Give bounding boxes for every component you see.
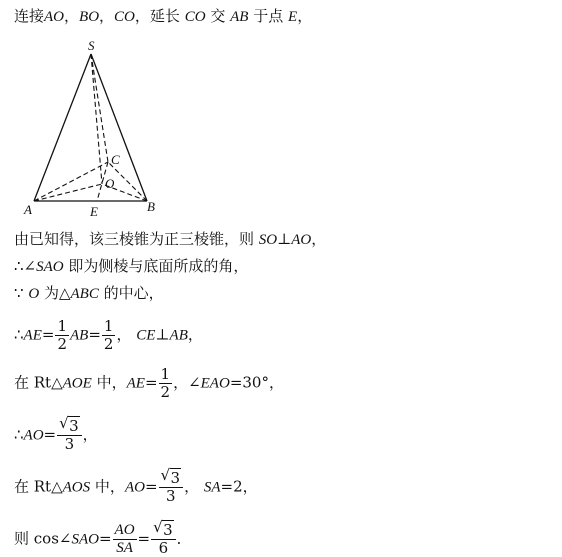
comma: ， (116, 325, 132, 344)
comma: ， (99, 7, 115, 25)
segment-ao: AO (124, 479, 145, 496)
segment-ae: AE (23, 327, 42, 344)
label-c: C (111, 152, 120, 167)
angle-value: =30°， (229, 373, 284, 392)
text: 于点 (253, 7, 284, 25)
angle-eao: EAO (200, 375, 230, 392)
equals: = (41, 325, 55, 344)
segment-ae: AE (126, 375, 145, 392)
angle-line (14, 256, 248, 277)
segment-ao: AO (44, 9, 65, 25)
center-line (14, 283, 164, 304)
equals: = (43, 425, 57, 444)
perp-symbol: ⊥ (155, 325, 170, 344)
sa-value: =2， (220, 477, 258, 496)
text: 在 Rt△ (14, 373, 63, 392)
segment-ce: CE (136, 327, 156, 344)
ao-value-line (14, 414, 98, 453)
label-s: S (88, 38, 95, 53)
ae-line (14, 318, 203, 353)
text: 连接 (14, 7, 45, 25)
triangle-aoe: AOE (62, 375, 92, 392)
triangle-abc: ABC (70, 286, 99, 302)
pyramid-figure (20, 36, 170, 221)
sqrt-symbol: √ (160, 466, 171, 484)
equals: = (137, 529, 151, 548)
comma: ， (64, 7, 80, 25)
label-a: A (24, 202, 32, 217)
sqrt-symbol: √ (59, 414, 69, 432)
comma: ， (187, 325, 203, 344)
equals: = (88, 325, 101, 344)
text: 中， (96, 373, 127, 392)
text: 则 cos∠ (14, 529, 72, 548)
label-e: E (90, 204, 98, 219)
angle-sao: SAO (36, 259, 64, 275)
rt-aoe-line (14, 366, 284, 401)
text: ，∠ (173, 373, 201, 392)
text: 的中心， (103, 284, 164, 302)
perp-symbol: ⊥ (277, 230, 292, 248)
segment-co: CO (114, 9, 135, 25)
edge-sa (34, 54, 91, 201)
text: 交 (210, 7, 226, 25)
fraction-ao-over-sa: $\frac{AO}{SA}$ (114, 522, 135, 556)
equals: = (144, 477, 158, 496)
segment-ab: AB (70, 327, 89, 344)
cos-result-line (14, 518, 192, 557)
text: 中， (94, 477, 125, 496)
segment-sa: SA (203, 479, 221, 496)
point-o: O (28, 286, 40, 302)
fraction-half: $\frac{1}{2}$ (103, 317, 114, 353)
label-o: O (105, 176, 115, 191)
segment-so (91, 54, 102, 184)
because-symbol: ∵ (14, 284, 24, 302)
comma: ， (82, 425, 98, 444)
segment-bo: BO (79, 9, 100, 25)
triangle-aos: AOS (62, 479, 91, 496)
intro-line (14, 6, 312, 27)
comma: ， (311, 230, 327, 248)
fraction-half: $\frac{1}{2}$ (57, 317, 67, 353)
segment-ao (34, 184, 102, 201)
edge-sc (91, 54, 108, 162)
fraction-sqrt3-over-3: √ 3 3 (159, 470, 184, 505)
angle-sao: SAO (71, 531, 99, 548)
point-e: E (288, 9, 298, 25)
text: 在 Rt△ (14, 477, 63, 496)
therefore-symbol: ∴ (14, 425, 24, 444)
text: ，延长 (134, 7, 180, 25)
segment-so: SO (258, 232, 278, 248)
sqrt-symbol: √ (153, 518, 163, 536)
rt-aos-line (14, 466, 258, 505)
text: 为△ (43, 284, 71, 302)
text: 由已知得，该三棱锥为正三棱锥，则 (14, 230, 255, 248)
regular-pyramid-line (14, 229, 326, 250)
text: ∴∠ (14, 257, 37, 275)
period: ． (176, 529, 192, 548)
segment-ab: AB (169, 327, 188, 344)
equals: = (144, 373, 158, 392)
fraction-sqrt3-over-6: √ 3 6 (151, 522, 176, 557)
fraction-sqrt3-over-3: √ 3 3 (57, 418, 82, 453)
label-b: B (147, 199, 155, 214)
segment-ao: AO (291, 232, 312, 248)
edge-ac (34, 162, 108, 201)
fraction-half: $\frac{1}{2}$ (160, 365, 171, 401)
edge-sb (91, 54, 147, 201)
segment-co: CO (184, 9, 206, 25)
text: 即为侧棱与底面所成的角， (68, 257, 249, 275)
segment-ao: AO (23, 427, 44, 444)
segment-ab: AB (230, 9, 249, 25)
therefore-symbol: ∴ (14, 325, 24, 344)
equals: = (98, 529, 112, 548)
comma: ， (184, 477, 200, 496)
comma: ， (297, 7, 313, 25)
